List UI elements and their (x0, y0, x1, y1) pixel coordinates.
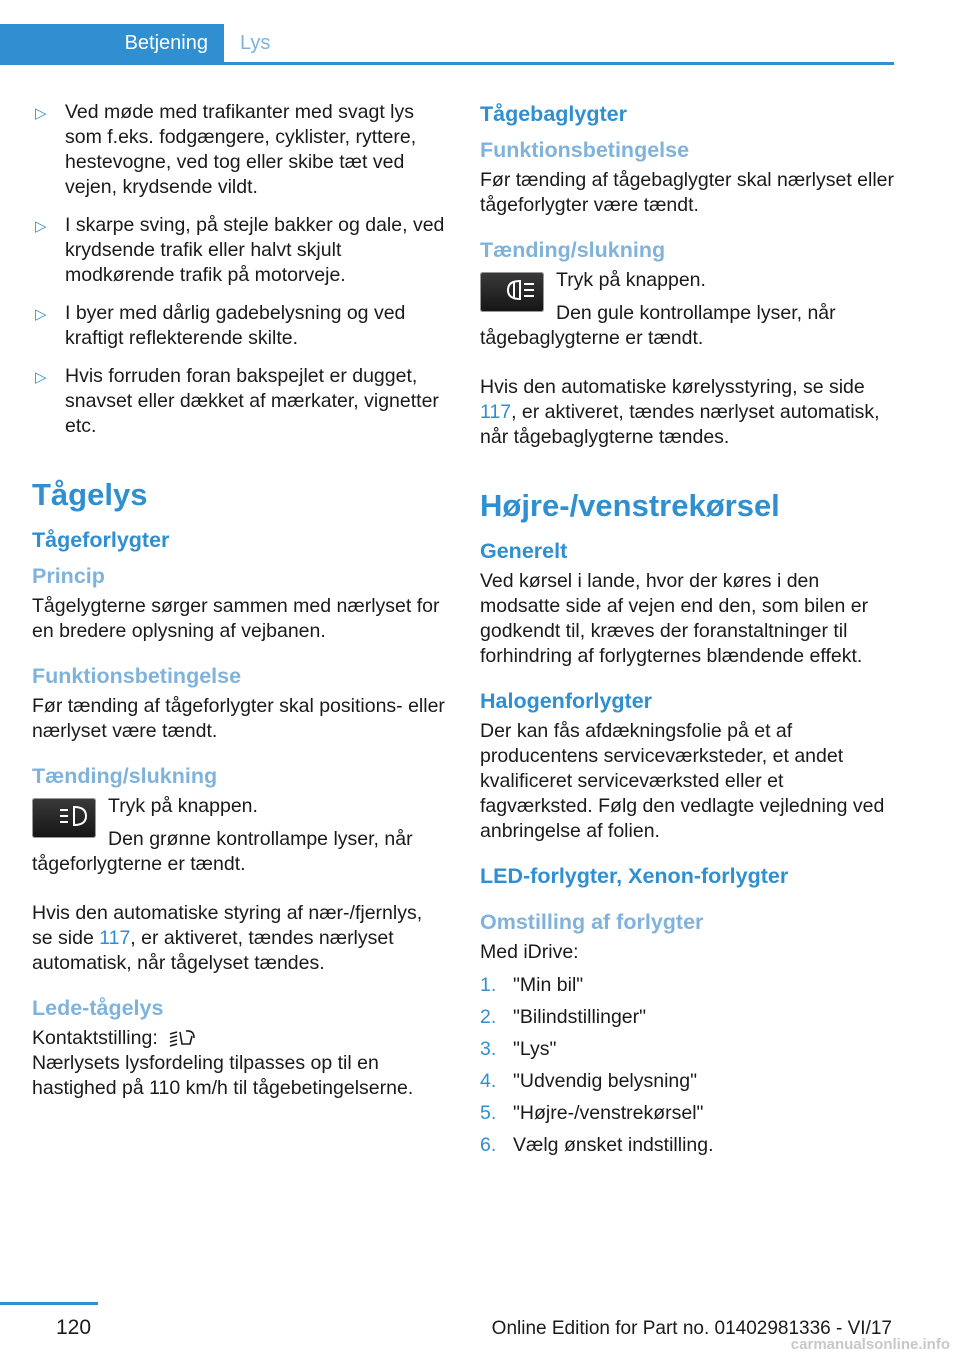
bullet-item: ▷ Hvis forruden foran bakspejlet er dugget, snavset eller dækket af mærkater, vignetter etc. (35, 365, 439, 437)
funktionsbetingelse-text: Før tænding af tågeforlygter skal positions- eller nærlyset være tændt. (32, 695, 445, 742)
triangle-bullet-icon: ▷ (35, 306, 47, 323)
generelt-text: Ved kørsel i lande, hvor der køres i den modsatte side af vejen end den, som bilen er godkendt til, kræves der foranstaltninger til forhindring af forlygternes blændende effekt. (480, 570, 869, 667)
lede-taagelys-text: Nærlysets lysfordeling tilpasses op til en hastighed på 110 km/h til tågebetingelserne. (32, 1052, 414, 1099)
front-fog-light-icon (58, 804, 88, 836)
heading-taageforlygter: Tågeforlygter (32, 528, 170, 552)
fog-rear-button-block (480, 268, 896, 359)
button-instruction-bag: Tryk på knappen. (556, 269, 706, 291)
page-number-rule (0, 1302, 98, 1305)
heading-funktionsbetingelse: Funktionsbetingelse (32, 664, 242, 688)
tab-betjening[interactable]: Betjening (0, 24, 224, 62)
tab-lys[interactable]: Lys (240, 32, 271, 54)
edition-footer: Online Edition for Part no. 01402981336 - VI/17 (491, 1318, 892, 1339)
switch-position-icon (164, 1028, 200, 1050)
right-column (480, 100, 896, 1165)
auto-control-bag-text: Hvis den automatiske kørelysstyring, se side 117, er aktiveret, tændes nærlyset automatisk, når tågebaglygterne tændes. (480, 376, 880, 448)
heading-taending-slukning-bag: Tænding/slukning (480, 238, 666, 262)
princip-text: Tågelygterne sørger sammen med nærlyset for en bredere oplysning af vejbanen. (32, 595, 440, 642)
funktionsbetingelse-bag-text: Før tænding af tågebaglygter skal nærlyset eller tågeforlygter være tændt. (480, 169, 895, 216)
triangle-bullet-icon: ▷ (35, 369, 47, 386)
watermark: carmanualsonline.info (790, 1336, 950, 1353)
list-item: 4. "Udvendig belysning" (480, 1070, 698, 1092)
list-item: 2. "Bilindstillinger" (480, 1006, 647, 1028)
heading-taending-slukning: Tænding/slukning (32, 764, 218, 788)
bullet-item: ▷ I byer med dårlig gadebelysning og ved kraftigt reflekterende skilte. (35, 302, 406, 349)
idrive-label: Med iDrive: (480, 941, 579, 963)
heading-taagelys: Tågelys (32, 477, 148, 512)
bullet-list (32, 100, 448, 439)
front-fog-light-button-image (32, 798, 96, 838)
fog-front-button-block (32, 794, 448, 885)
chapter-header (0, 24, 894, 65)
list-item: 1. "Min bil" (480, 974, 584, 996)
indicator-text: Den grønne kontrollampe lyser, når tågeforlygterne er tændt. (32, 828, 413, 875)
steps-list (480, 973, 896, 1158)
heading-lede-taagelys: Lede-tågelys (32, 996, 164, 1020)
rear-fog-light-icon (506, 278, 536, 310)
list-item: 5. "Højre-/venstrekørsel" (480, 1102, 704, 1124)
kontaktstilling-line: Kontaktstilling: (32, 1026, 448, 1051)
heading-led-xenon: LED-forlygter, Xenon-forlygter (480, 864, 789, 888)
indicator-text-bag: Den gule kontrollampe lyser, når tågebaglygterne er tændt. (480, 302, 836, 349)
heading-omstilling: Omstilling af forlygter (480, 910, 704, 934)
bullet-item: ▷ I skarpe sving, på stejle bakker og dale, ved krydsende trafik eller halvt skjult modkørende trafik på motorveje. (35, 214, 445, 286)
left-column (32, 100, 448, 1101)
halogen-text: Der kan fås afdækningsfolie på et af producentens serviceværksteder, et andet kvalificeret serviceværksted eller et fagværksted. Følg den vedlagte vejledning ved anbringelse af folien. (480, 720, 885, 842)
heading-funktionsbetingelse-bag: Funktionsbetingelse (480, 138, 690, 162)
list-item: 6. Vælg ønsket indstilling. (480, 1134, 714, 1156)
button-instruction: Tryk på knappen. (108, 795, 258, 817)
heading-generelt: Generelt (480, 539, 568, 563)
bullet-item: ▷ Ved møde med trafikanter med svagt lys som f.eks. fodgængere, cyklister, ryttere, hestevogne, ved tog eller skibe tæt ved vejen, krydsende vildt. (35, 101, 417, 198)
heading-taagebaglygter: Tågebaglygter (480, 102, 627, 126)
heading-princip: Princip (32, 564, 105, 588)
page-link-117[interactable]: 117 (480, 401, 512, 423)
auto-control-text: Hvis den automatiske styring af nær-/fjernlys, se side 117, er aktiveret, tændes nærlyset automatisk, når tågelyset tændes. (32, 902, 423, 974)
list-item: 3. "Lys" (480, 1038, 557, 1060)
triangle-bullet-icon: ▷ (35, 218, 47, 235)
triangle-bullet-icon: ▷ (35, 105, 47, 122)
page-link-117[interactable]: 117 (99, 927, 131, 949)
heading-hoejre-venstrekoersel: Højre-/venstrekørsel (480, 488, 780, 523)
heading-halogenforlygter: Halogenforlygter (480, 689, 653, 713)
rear-fog-light-button-image (480, 272, 544, 312)
page-number: 120 (56, 1316, 92, 1339)
